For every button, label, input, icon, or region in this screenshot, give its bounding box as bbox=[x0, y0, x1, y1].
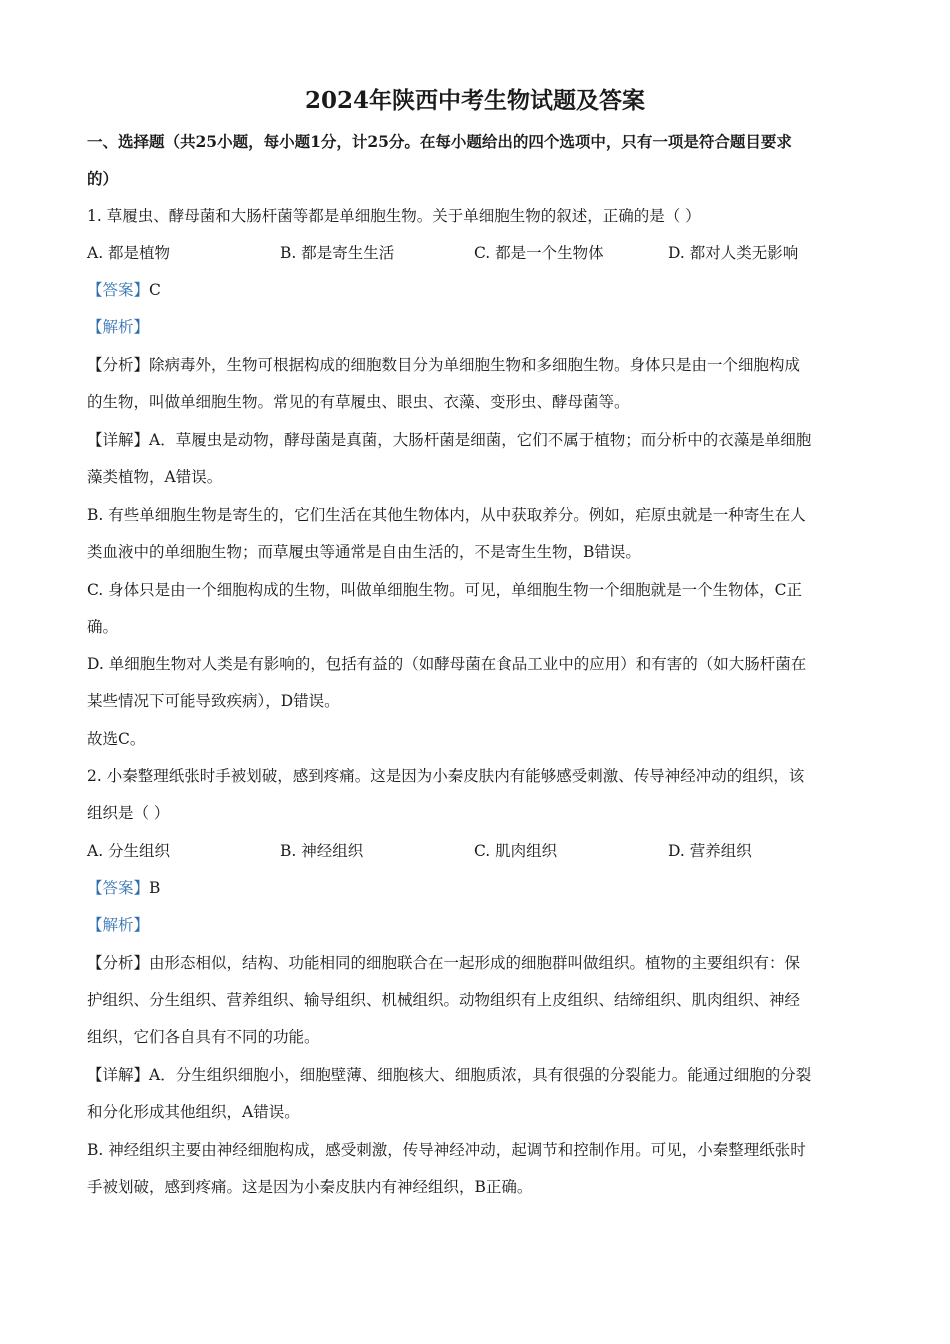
q1-fenxi: 【分析】除病毒外，生物可根据构成的细胞数目分为单细胞生物和多细胞生物。身体只是由一个细胞构成 bbox=[87, 356, 801, 374]
q2-fenxi: 【分析】由形态相似，结构、功能相同的细胞联合在一起形成的细胞群叫做组织。植物的主要组织有：保 bbox=[87, 954, 801, 972]
q1-c-explanation-cont: 确。 bbox=[87, 618, 119, 636]
q1-detail-cont: 藻类植物，A错误。 bbox=[87, 468, 223, 486]
detail-tag: 【详解】 bbox=[87, 431, 150, 449]
q2-fenxi-cont-2: 组织，它们各自具有不同的功能。 bbox=[87, 1028, 320, 1046]
q1-d-explanation-cont: 某些情况下可能导致疾病），D错误。 bbox=[87, 692, 340, 710]
q2-option-c: C. 肌肉组织 bbox=[474, 842, 558, 860]
answer-tag: 【答案】 bbox=[87, 281, 150, 299]
answer-tag: 【答案】 bbox=[87, 879, 150, 897]
q2-stem-cont: 组织是（ ） bbox=[87, 804, 170, 822]
q2-option-a: A. 分生组织 bbox=[87, 842, 171, 860]
q1-d-explanation: D. 单细胞生物对人类是有影响的，包括有益的（如酵母菌在食品工业中的应用）和有害的（如大肠杆菌在 bbox=[87, 655, 807, 673]
q2-option-d: D. 营养组织 bbox=[668, 842, 752, 860]
q1-option-d: D. 都对人类无影响 bbox=[668, 244, 799, 262]
answer-value: C bbox=[149, 281, 161, 299]
fenxi-tag: 【分析】 bbox=[87, 954, 150, 972]
q2-analysis-tag: 【解析】 bbox=[87, 916, 150, 934]
q2-fenxi-cont: 护组织、分生组织、营养组织、输导组织、机械组织。动物组织有上皮组织、结缔组织、肌肉组织、神经 bbox=[87, 991, 801, 1009]
q1-option-c: C. 都是一个生物体 bbox=[474, 244, 604, 262]
q1-b-explanation-cont: 类血液中的单细胞生物；而草履虫等通常是自由生活的，不是寄生生物，B错误。 bbox=[87, 543, 641, 561]
q1-option-b: B. 都是寄生生活 bbox=[280, 244, 395, 262]
section-heading-cont: 的） bbox=[87, 169, 119, 188]
q1-answer bbox=[87, 279, 867, 301]
q1-stem: 1. 草履虫、酵母菌和大肠杆菌等都是单细胞生物。关于单细胞生物的叙述，正确的是（ ） bbox=[87, 207, 701, 225]
section-heading: 一、选择题（共25小题，每小题1分，计25分。在每小题给出的四个选项中，只有一项是符合题目要求 bbox=[87, 132, 792, 151]
q2-answer bbox=[87, 877, 867, 899]
q1-detail: 【详解】A．草履虫是动物，酵母菌是真菌，大肠杆菌是细菌，它们不属于植物；而分析中的衣藻是单细胞 bbox=[87, 431, 812, 449]
q1-fenxi-cont: 的生物，叫做单细胞生物。常见的有草履虫、眼虫、衣藻、变形虫、酵母菌等。 bbox=[87, 393, 630, 411]
q2-detail-cont: 和分化形成其他组织，A错误。 bbox=[87, 1103, 300, 1121]
q2-option-b: B. 神经组织 bbox=[280, 842, 364, 860]
q1-analysis-tag: 【解析】 bbox=[87, 318, 150, 336]
detail-tag: 【详解】 bbox=[87, 1066, 150, 1084]
page-title: 2024年陕西中考生物试题及答案 bbox=[304, 87, 645, 114]
fenxi-tag: 【分析】 bbox=[87, 356, 150, 374]
q1-conclusion: 故选C。 bbox=[87, 730, 146, 748]
q2-b-explanation-cont: 手被划破，感到疼痛。这是因为小秦皮肤内有神经组织，B正确。 bbox=[87, 1178, 533, 1196]
answer-value: B bbox=[149, 879, 161, 897]
q2-stem: 2. 小秦整理纸张时手被划破，感到疼痛。这是因为小秦皮肤内有能够感受刺激、传导神经冲动的组织，该 bbox=[87, 767, 805, 785]
q1-b-explanation: B. 有些单细胞生物是寄生的，它们生活在其他生物体内，从中获取养分。例如，疟原虫就是一种寄生在人 bbox=[87, 506, 806, 524]
q2-detail: 【详解】A．分生组织细胞小，细胞壁薄、细胞核大、细胞质浓，具有很强的分裂能力。能通过细胞的分裂 bbox=[87, 1066, 812, 1084]
q1-option-a: A. 都是植物 bbox=[87, 244, 171, 262]
q2-b-explanation: B. 神经组织主要由神经细胞构成，感受刺激，传导神经冲动，起调节和控制作用。可见，小秦整理纸张时 bbox=[87, 1141, 806, 1159]
q1-c-explanation: C. 身体只是由一个细胞构成的生物，叫做单细胞生物。可见，单细胞生物一个细胞就是一个生物体，C正 bbox=[87, 581, 803, 599]
